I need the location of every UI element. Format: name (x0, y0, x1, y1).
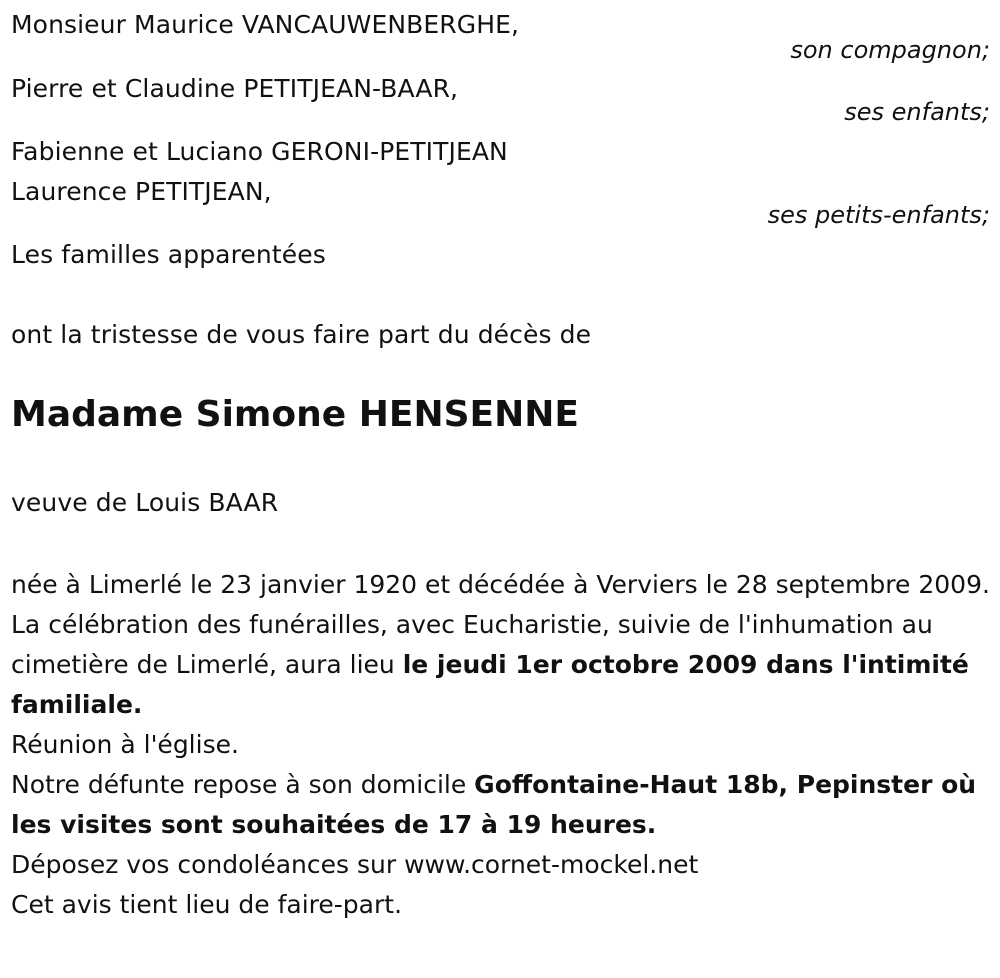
grandchildren-role: ses petits-enfants; (767, 201, 990, 229)
funeral-date: le jeudi 1er octobre 2009 dans l'intimité familiale. (11, 650, 969, 719)
birth-death-text: née à Limerlé le 23 janvier 1920 et décédée à Verviers le 28 septembre 2009. (11, 570, 990, 599)
visit-paragraph (11, 765, 996, 845)
condolences-text: Déposez vos condoléances sur www.cornet-mockel.net (11, 850, 699, 879)
children-role: ses enfants; (844, 98, 990, 126)
funeral-text: La célébration des funérailles, avec Eucharistie, suivie de l'inhumation au cimetière de Limerlé, aura lieu (11, 610, 933, 679)
widow-of-line: veuve de Louis BAAR (11, 488, 279, 517)
children-name: Pierre et Claudine PETITJEAN-BAAR, (11, 74, 459, 103)
visit-text: Notre défunte repose à son domicile (11, 770, 475, 799)
companion-role: son compagnon; (790, 36, 990, 64)
grandchildren-line-2: Laurence PETITJEAN, (11, 177, 272, 206)
announcement-line: ont la tristesse de vous faire part du décès de (11, 320, 592, 349)
funeral-details (11, 565, 996, 925)
visit-address-hours: Goffontaine-Haut 18b, Pepinster où les visites sont souhaitées de 17 à 19 heures. (11, 770, 977, 839)
funeral-paragraph (11, 605, 996, 725)
notice-text: Cet avis tient lieu de faire-part. (11, 890, 403, 919)
companion-name: Monsieur Maurice VANCAUWENBERGHE, (11, 10, 520, 39)
grandchildren-line-1: Fabienne et Luciano GERONI-PETITJEAN (11, 137, 508, 166)
meeting-text: Réunion à l'église. (11, 730, 239, 759)
relatives-line: Les familles apparentées (11, 240, 326, 269)
deceased-name: Madame Simone HENSENNE (11, 394, 579, 435)
